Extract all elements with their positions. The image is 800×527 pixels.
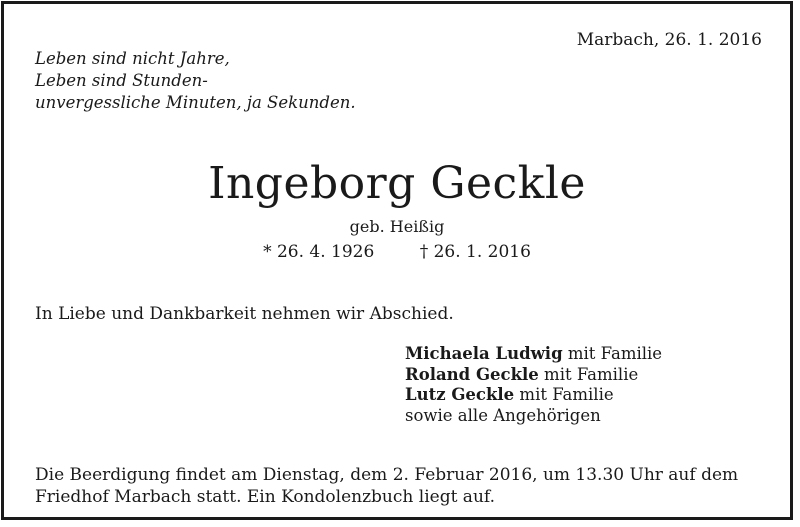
- obituary-notice: [1, 1, 793, 520]
- place-date: Marbach, 26. 1. 2016: [576, 30, 762, 50]
- mourner-name: Michaela Ludwig: [405, 344, 563, 363]
- funeral-line: Die Beerdigung findet am Dienstag, dem 2. Februar 2016, um 13.30 Uhr auf dem: [35, 465, 739, 485]
- mourners-list: [405, 344, 662, 426]
- mourner-name: Roland Geckle: [405, 364, 539, 384]
- mourner-suffix: mit Familie: [514, 385, 614, 404]
- death-date: † 26. 1. 2016: [419, 242, 531, 262]
- poem-line: Leben sind nicht Jahre,: [35, 49, 230, 68]
- mourner-name: Lutz Geckle: [405, 385, 515, 404]
- maiden-name: geb. Heißig: [349, 217, 445, 236]
- mourner-row: [405, 365, 662, 386]
- relatives-text: sowie alle Angehörigen: [405, 405, 601, 425]
- funeral-info: [35, 464, 755, 508]
- deceased-name: Ingeborg Geckle: [208, 158, 586, 209]
- farewell-text: In Liebe und Dankbarkeit nehmen wir Abschied.: [35, 304, 454, 324]
- mourner-row: [405, 385, 662, 406]
- poem-line: unvergessliche Minuten, ja Sekunden.: [35, 93, 356, 112]
- mourner-suffix: mit Familie: [562, 344, 663, 363]
- life-dates: [4, 242, 790, 262]
- funeral-line: Friedhof Marbach statt. Ein Kondolenzbuch liegt auf.: [35, 487, 495, 507]
- mourner-suffix: mit Familie: [538, 364, 639, 384]
- mourner-row: [405, 344, 662, 365]
- birth-date: * 26. 4. 1926: [263, 242, 375, 262]
- poem-line: Leben sind Stunden-: [35, 71, 208, 90]
- poem: [35, 48, 356, 114]
